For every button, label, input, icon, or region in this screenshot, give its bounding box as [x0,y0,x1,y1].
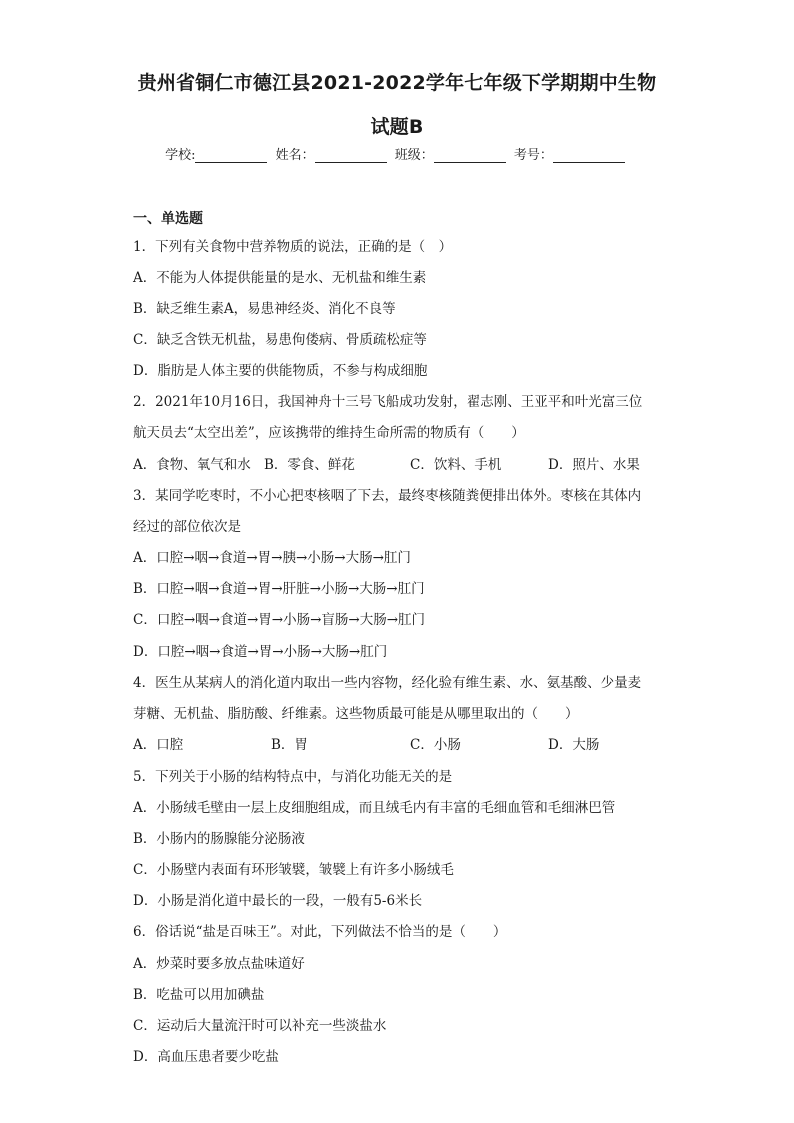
class-label: 班级： [394,148,434,163]
question-option: D．小肠是消化道中最长的一段，一般有5-6米长 [133,893,423,909]
question-option: B．胃 [271,737,308,753]
question-option: A．口腔 [133,737,184,753]
question-option: D．脂肪是人体主要的供能物质，不参与构成细胞 [133,363,428,379]
question-option: C．运动后大量流汗时可以补充一些淡盐水 [133,1018,387,1034]
question-stem: 1．下列有关食物中营养物质的说法，正确的是（ ） [133,239,453,255]
question-stem: 4．医生从某病人的消化道内取出一些内容物，经化验有维生素、水、氨基酸、少量麦 [133,675,642,691]
question-option: C．缺乏含铁无机盐，易患佝偻病、骨质疏松症等 [133,332,427,348]
question-stem: 芽糖、无机盐、脂肪酸、纤维素。这些物质最可能是从哪里取出的（ ） [133,706,579,722]
name-blank [315,149,387,163]
question-option: B．小肠内的肠腺能分泌肠液 [133,831,305,847]
name-label: 姓名： [275,148,315,163]
document-subtitle: 试题B [370,116,424,138]
question-option: B．口腔→咽→食道→胃→肝脏→小肠→大肠→肛门 [133,581,425,597]
question-option: D．口腔→咽→食道→胃→小肠→大肠→肛门 [133,644,388,660]
question-option: A．小肠绒毛壁由一层上皮细胞组成，而且绒毛内有丰富的毛细血管和毛细淋巴管 [133,800,616,816]
question-stem: 5．下列关于小肠的结构特点中，与消化功能无关的是 [133,769,453,785]
question-option: A．不能为人体提供能量的是水、无机盐和维生素 [133,270,427,286]
question-option: A．炒菜时要多放点盐味道好 [133,956,305,972]
question-option: B．吃盐可以用加碘盐 [133,987,265,1003]
question-stem: 6．俗话说“盐是百味王”。对此，下列做法不恰当的是（ ） [133,924,507,940]
question-option: A．食物、氧气和水 [133,457,251,473]
exam-no-blank [553,149,625,163]
question-option: C．饮料、手机 [410,457,502,473]
question-option: C．口腔→咽→食道→胃→小肠→盲肠→大肠→肛门 [133,612,426,628]
class-blank [434,149,506,163]
school-label: 学校: [165,148,196,163]
question-option: C．小肠壁内表面有环形皱襞，皱襞上有许多小肠绒毛 [133,862,454,878]
question-option: B．零食、鲜花 [264,457,355,473]
exam-no-label: 考号： [513,148,553,163]
student-info-line [0,144,794,163]
section-title: 一、单选题 [133,211,203,227]
question-option: C．小肠 [410,737,461,753]
school-blank [195,149,267,163]
question-option: D．高血压患者要少吃盐 [133,1049,279,1065]
question-stem: 3．某同学吃枣时，不小心把枣核咽了下去，最终枣核随粪便排出体外。枣核在其体内 [133,488,642,504]
question-option: D．大肠 [548,737,600,753]
question-stem: 2．2021年10月16日，我国神舟十三号飞船成功发射，翟志刚、王亚平和叶光富三位 [133,394,643,410]
question-stem: 经过的部位依次是 [133,519,241,535]
question-option: D．照片、水果 [548,457,640,473]
question-option: A．口腔→咽→食道→胃→胰→小肠→大肠→肛门 [133,550,411,566]
question-stem: 航天员去“太空出差”，应该携带的维持生命所需的物质有（ ） [133,425,525,441]
question-option: B．缺乏维生素A，易患神经炎、消化不良等 [133,301,396,317]
document-title: 贵州省铜仁市德江县2021-2022学年七年级下学期期中生物 [137,72,657,94]
